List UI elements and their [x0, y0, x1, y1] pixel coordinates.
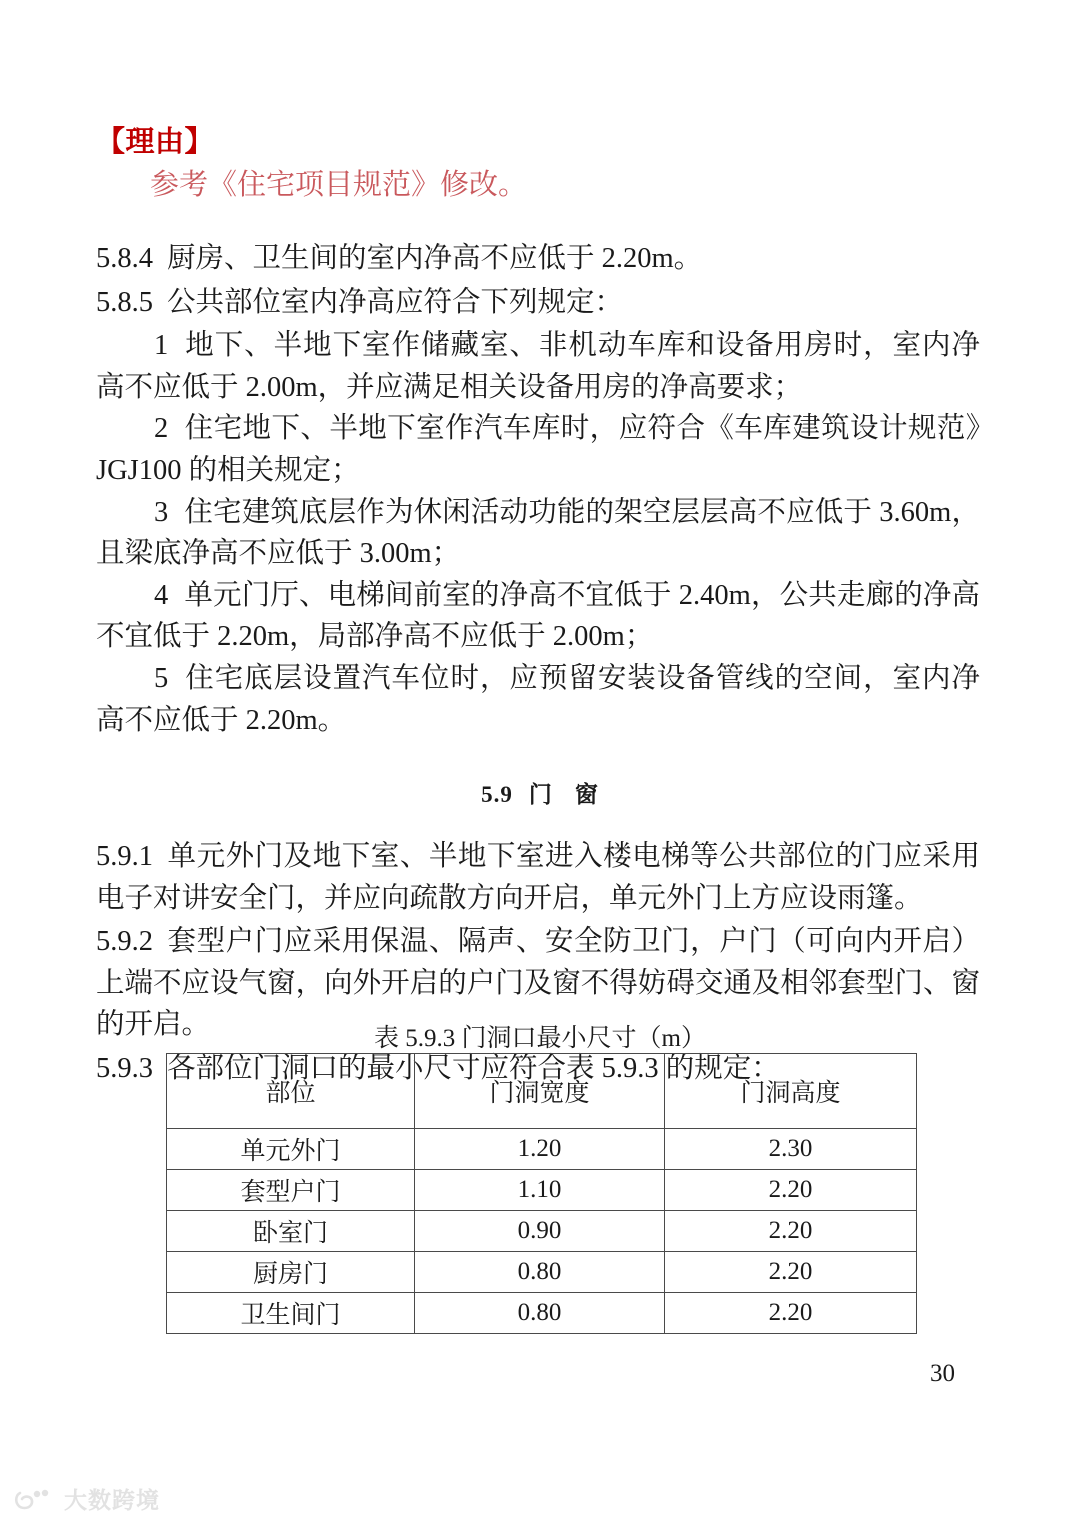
subitem-text: 单元门厅、电梯间前室的净高不宜低于 2.40m，公共走廊的净高不宜低于 2.20m，局部净高不应低于 2.00m； — [96, 579, 980, 653]
table-row — [167, 1211, 917, 1252]
table-cell-height: 2.20 — [665, 1170, 917, 1211]
clause-5-8-5 — [96, 282, 980, 324]
subitem-number: 2 — [154, 413, 169, 445]
clause-text: 公共部位室内净高应符合下列规定： — [167, 286, 624, 318]
table-header-row — [167, 1054, 917, 1129]
table-cell-width: 0.80 — [415, 1293, 665, 1334]
clause-number: 5.9.3 — [96, 1053, 153, 1085]
subitem-4 — [96, 575, 980, 658]
section-title-part1: 门 — [528, 782, 553, 807]
clause-5-9-1 — [96, 836, 980, 919]
reason-title: 【理由】 — [96, 126, 215, 158]
table-caption: 表 5.9.3 门洞口最小尺寸（m） — [374, 1025, 706, 1052]
table-cell-width: 1.20 — [415, 1129, 665, 1170]
watermark — [14, 1482, 160, 1515]
subitem-number: 1 — [154, 330, 169, 362]
clause-text: 厨房、卫生间的室内净高不应低于 2.20m。 — [167, 243, 703, 274]
clause-text: 套型户门应采用保温、隔声、安全防卫门，户门（可向内开启）上端不应设气窗，向外开启的户门及窗不得妨碍交通及相邻套型门、窗的开启。 — [96, 926, 980, 1041]
table-cell-location: 单元外门 — [167, 1129, 415, 1170]
table-row — [167, 1129, 917, 1170]
table-cell-height: 2.20 — [665, 1252, 917, 1293]
table-cell-height: 2.30 — [665, 1129, 917, 1170]
subitem-text: 住宅地下、半地下室作汽车库时，应符合《车库建筑设计规范》JGJ100 的相关规定； — [96, 413, 980, 487]
subitem-text: 地下、半地下室作储藏室、非机动车库和设备用房时，室内净高不应低于 2.00m，并应满足相关设备用房的净高要求； — [96, 330, 980, 403]
clause-number: 5.9.1 — [96, 841, 153, 872]
table-cell-width: 1.10 — [415, 1170, 665, 1211]
clause-text: 单元外门及地下室、半地下室进入楼电梯等公共部位的门应采用电子对讲安全门，并应向疏散方向开启，单元外门上方应设雨篷。 — [96, 841, 980, 914]
door-opening-dimensions-table — [166, 1053, 917, 1334]
table-cell-width: 0.80 — [415, 1252, 665, 1293]
subitem-number: 3 — [154, 496, 169, 528]
reason-annotation — [96, 124, 976, 205]
clause-number: 5.8.5 — [96, 286, 153, 318]
section-title-part2: 窗 — [574, 782, 599, 807]
table-cell-location: 卧室门 — [167, 1211, 415, 1252]
reason-body: 参考《住宅项目规范》修改。 — [150, 169, 528, 202]
table-cell-location: 厨房门 — [167, 1252, 415, 1293]
subitem-2 — [96, 408, 980, 491]
table-cell-height: 2.20 — [665, 1293, 917, 1334]
table-header-cell: 门洞高度 — [665, 1054, 917, 1129]
table-cell-location: 卫生间门 — [167, 1293, 415, 1334]
table-row — [167, 1293, 917, 1334]
subitem-3 — [96, 492, 980, 575]
body-section-5-8 — [96, 238, 980, 741]
clause-5-8-4 — [96, 238, 980, 280]
table-cell-width: 0.90 — [415, 1211, 665, 1252]
subitem-text: 住宅建筑底层作为休闲活动功能的架空层层高不应低于 3.60m，且梁底净高不应低于 3.00m； — [96, 496, 980, 570]
section-number: 5.9 — [481, 782, 513, 807]
subitem-number: 4 — [154, 579, 169, 611]
clause-number: 5.9.2 — [96, 926, 153, 958]
table-row — [167, 1170, 917, 1211]
watermark-text: 大数跨境 — [64, 1488, 160, 1514]
table-header-cell: 门洞宽度 — [415, 1054, 665, 1129]
paw-logo-icon — [14, 1486, 56, 1512]
subitem-number: 5 — [154, 663, 169, 695]
clause-number: 5.8.4 — [96, 243, 153, 274]
table-cell-height: 2.20 — [665, 1211, 917, 1252]
subitem-5 — [96, 658, 980, 741]
page-number: 30 — [930, 1360, 955, 1387]
table-row — [167, 1252, 917, 1293]
section-heading-5-9 — [0, 776, 1080, 809]
table-cell-location: 套型户门 — [167, 1170, 415, 1211]
clause-text: 各部位门洞口的最小尺寸应符合表 5.9.3 的规定： — [167, 1053, 780, 1085]
subitem-1 — [96, 325, 980, 408]
table-header-cell: 部位 — [167, 1054, 415, 1129]
subitem-text: 住宅底层设置汽车位时，应预留安装设备管线的空间，室内净高不应低于 2.20m。 — [96, 663, 980, 736]
